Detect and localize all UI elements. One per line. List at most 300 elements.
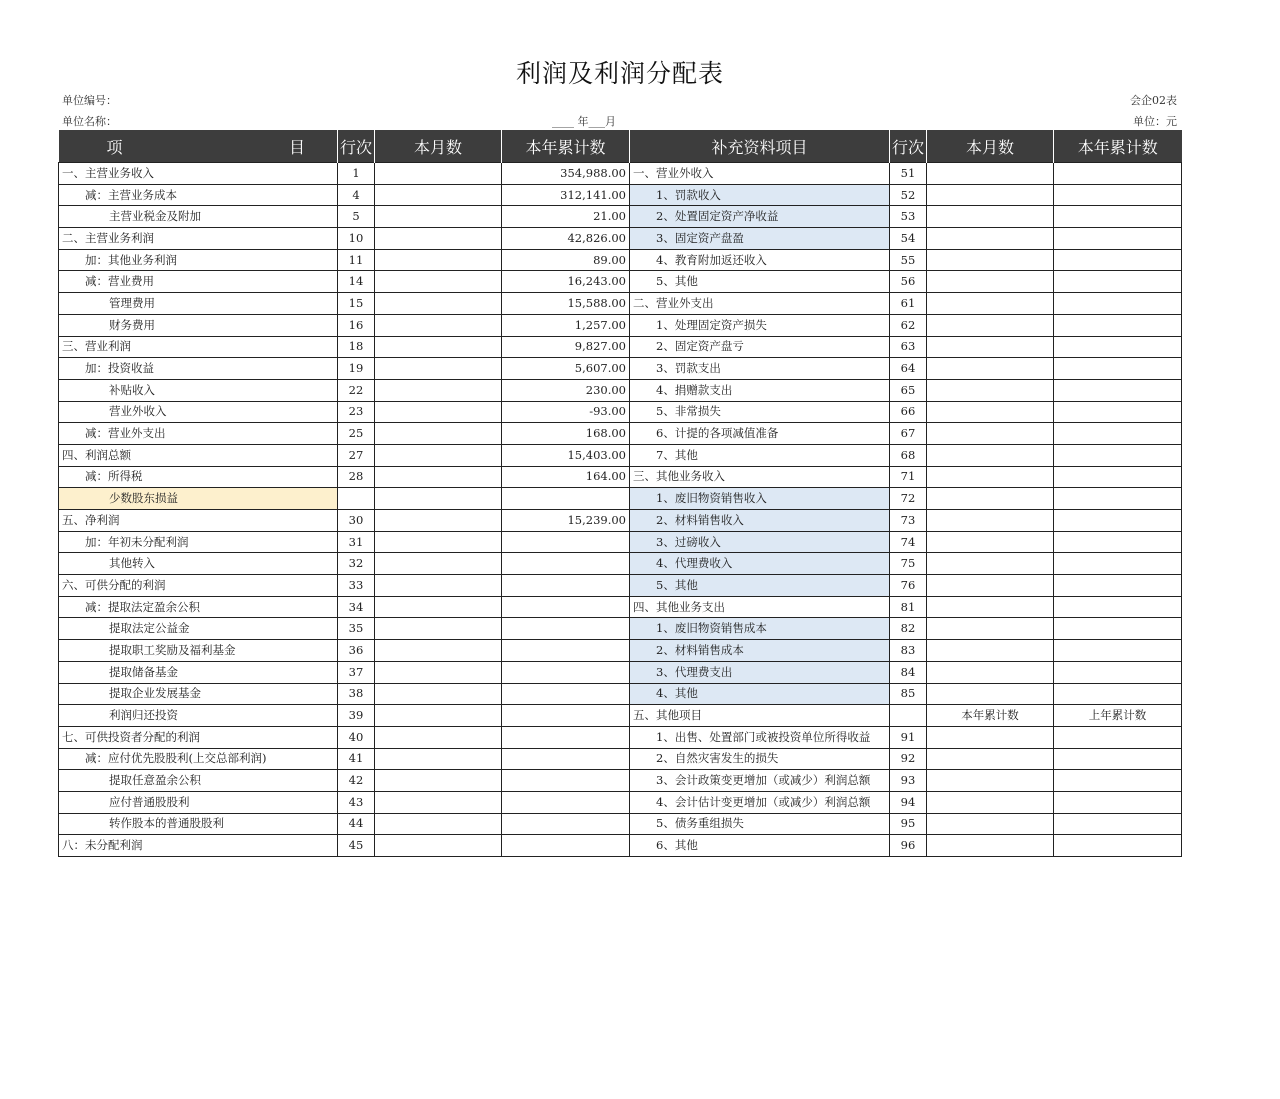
item-label[interactable]: 提取法定公益金 [59,618,338,640]
supp-month-value[interactable] [927,379,1054,401]
profit-distribution-table [58,130,1182,857]
currency-unit: 单位：元 [1133,115,1177,128]
supp-month-value[interactable] [927,813,1054,835]
header-item-b: 目 [288,137,305,157]
supp-item-label[interactable]: 3、固定资产盘盈 [630,228,890,250]
table-row [59,813,1182,835]
line-no[interactable]: 45 [338,835,375,857]
supp-item-label[interactable]: 7、其他 [630,444,890,466]
month-value[interactable] [375,510,502,532]
supp-ytd-value[interactable] [1054,401,1182,423]
supp-line-no[interactable]: 62 [890,314,927,336]
table-row [59,184,1182,206]
table-row [59,206,1182,228]
month-value[interactable] [375,444,502,466]
supp-line-no[interactable]: 75 [890,553,927,575]
ytd-value[interactable] [502,835,630,857]
table-row [59,293,1182,315]
supp-ytd-value[interactable] [1054,163,1182,185]
line-no[interactable]: 27 [338,444,375,466]
unit-code-label: 单位编号： [62,94,117,107]
ytd-value[interactable] [502,791,630,813]
header-line-no: 行次 [338,130,375,163]
supp-line-no[interactable]: 92 [890,748,927,770]
header-month: 本月数 [375,130,502,163]
supp-ytd-value[interactable] [1054,640,1182,662]
month-value[interactable] [375,791,502,813]
supp-item-label[interactable]: 3、过磅收入 [630,531,890,553]
ytd-value[interactable]: 5,607.00 [502,358,630,380]
item-label[interactable]: 提取储备基金 [59,661,338,683]
supp-month-value[interactable] [927,748,1054,770]
supp-month-value[interactable] [927,770,1054,792]
ytd-value[interactable]: -93.00 [502,401,630,423]
month-value[interactable] [375,661,502,683]
month-value[interactable] [375,249,502,271]
month-value[interactable] [375,683,502,705]
line-no[interactable]: 35 [338,618,375,640]
line-no[interactable]: 28 [338,466,375,488]
supp-line-no[interactable]: 52 [890,184,927,206]
supp-line-no[interactable]: 96 [890,835,927,857]
supp-month-value[interactable] [927,293,1054,315]
month-value[interactable] [375,206,502,228]
line-no[interactable]: 43 [338,791,375,813]
supp-item-label[interactable]: 4、代理费收入 [630,553,890,575]
supp-ytd-value[interactable] [1054,596,1182,618]
item-label[interactable]: 加：投资收益 [59,358,338,380]
month-value[interactable] [375,596,502,618]
month-value[interactable] [375,748,502,770]
ytd-value[interactable] [502,770,630,792]
supp-ytd-value[interactable] [1054,791,1182,813]
supp-ytd-value[interactable] [1054,271,1182,293]
supp-month-value[interactable] [927,444,1054,466]
supp-line-no[interactable]: 54 [890,228,927,250]
item-label[interactable]: 主营业税金及附加 [59,206,338,228]
supp-ytd-value[interactable] [1054,228,1182,250]
supp-month-value[interactable] [927,336,1054,358]
header-supp-line-no: 行次 [890,130,927,163]
line-no[interactable]: 33 [338,575,375,597]
supp-line-no[interactable]: 73 [890,510,927,532]
supp-item-label[interactable]: 2、处置固定资产净收益 [630,206,890,228]
supp-item-label[interactable]: 三、其他业务收入 [630,466,890,488]
supp-month-value[interactable] [927,206,1054,228]
supp-line-no[interactable]: 64 [890,358,927,380]
ytd-value[interactable] [502,596,630,618]
supp-ytd-value[interactable] [1054,358,1182,380]
supp-item-label[interactable]: 1、出售、处置部门或被投资单位所得收益 [630,726,890,748]
item-label[interactable]: 加：其他业务利润 [59,249,338,271]
table-row [59,163,1182,185]
supp-month-value[interactable] [927,791,1054,813]
supp-month-value[interactable] [927,726,1054,748]
supp-item-label[interactable]: 二、营业外支出 [630,293,890,315]
line-no[interactable]: 19 [338,358,375,380]
supp-month-value[interactable] [927,271,1054,293]
line-no[interactable]: 23 [338,401,375,423]
supp-month-value[interactable] [927,640,1054,662]
supp-ytd-value[interactable] [1054,249,1182,271]
month-value[interactable] [375,640,502,662]
supp-ytd-value[interactable] [1054,379,1182,401]
supp-item-label[interactable]: 4、教育附加返还收入 [630,249,890,271]
supp-ytd-value[interactable] [1054,510,1182,532]
ytd-value[interactable] [502,618,630,640]
item-label[interactable]: 七、可供投资者分配的利润 [59,726,338,748]
supp-line-no[interactable]: 74 [890,531,927,553]
ytd-value[interactable] [502,813,630,835]
supp-line-no[interactable]: 81 [890,596,927,618]
supp-line-no[interactable]: 66 [890,401,927,423]
month-value[interactable] [375,163,502,185]
line-no[interactable]: 4 [338,184,375,206]
line-no[interactable]: 34 [338,596,375,618]
supp-item-label[interactable]: 6、计提的各项减值准备 [630,423,890,445]
line-no[interactable]: 42 [338,770,375,792]
item-label[interactable]: 提取企业发展基金 [59,683,338,705]
supp-month-value[interactable]: 本年累计数 [927,705,1054,727]
supp-ytd-value[interactable] [1054,835,1182,857]
header-supp-item: 补充资料项目 [630,130,890,163]
supp-item-label[interactable]: 2、固定资产盘亏 [630,336,890,358]
report-period: ____ 年___月 [552,115,616,128]
month-value[interactable] [375,401,502,423]
item-label[interactable]: 管理费用 [59,293,338,315]
supp-ytd-value[interactable] [1054,618,1182,640]
supp-line-no[interactable]: 65 [890,379,927,401]
table-row [59,726,1182,748]
supp-line-no[interactable]: 84 [890,661,927,683]
supp-item-label[interactable]: 5、其他 [630,271,890,293]
month-value[interactable] [375,336,502,358]
item-label[interactable]: 六、可供分配的利润 [59,575,338,597]
ytd-value[interactable]: 164.00 [502,466,630,488]
supp-month-value[interactable] [927,531,1054,553]
supp-line-no[interactable]: 72 [890,488,927,510]
ytd-value[interactable]: 230.00 [502,379,630,401]
ytd-value[interactable]: 168.00 [502,423,630,445]
supp-item-label[interactable]: 1、废旧物资销售成本 [630,618,890,640]
supp-month-value[interactable] [927,228,1054,250]
table-row [59,379,1182,401]
table-row [59,271,1182,293]
supp-month-value[interactable] [927,423,1054,445]
item-label[interactable]: 八：未分配利润 [59,835,338,857]
table-row [59,553,1182,575]
table-row [59,531,1182,553]
ytd-value[interactable] [502,488,630,510]
header-item [59,130,338,163]
supp-line-no[interactable] [890,705,927,727]
line-no[interactable]: 30 [338,510,375,532]
supp-item-label[interactable]: 1、废旧物资销售收入 [630,488,890,510]
supp-item-label[interactable]: 5、非常损失 [630,401,890,423]
supp-month-value[interactable] [927,835,1054,857]
item-label[interactable]: 应付普通股股利 [59,791,338,813]
supp-line-no[interactable]: 76 [890,575,927,597]
supp-item-label[interactable]: 1、罚款收入 [630,184,890,206]
line-no[interactable]: 22 [338,379,375,401]
item-label[interactable]: 三、营业利润 [59,336,338,358]
supp-line-no[interactable]: 91 [890,726,927,748]
line-no[interactable]: 37 [338,661,375,683]
month-value[interactable] [375,358,502,380]
table-row [59,705,1182,727]
item-label[interactable]: 少数股东损益 [59,488,338,510]
ytd-value[interactable] [502,553,630,575]
supp-month-value[interactable] [927,401,1054,423]
supp-ytd-value[interactable] [1054,770,1182,792]
line-no[interactable]: 5 [338,206,375,228]
month-value[interactable] [375,271,502,293]
item-label[interactable]: 一、主营业务收入 [59,163,338,185]
supp-line-no[interactable]: 67 [890,423,927,445]
supp-item-label[interactable]: 5、债务重组损失 [630,813,890,835]
item-label[interactable]: 其他转入 [59,553,338,575]
item-label[interactable]: 转作股本的普通股股利 [59,813,338,835]
item-label[interactable]: 加：年初未分配利润 [59,531,338,553]
month-value[interactable] [375,705,502,727]
supp-item-label[interactable]: 6、其他 [630,835,890,857]
item-label[interactable]: 提取任意盈余公积 [59,770,338,792]
month-value[interactable] [375,466,502,488]
table-row [59,249,1182,271]
table-row [59,618,1182,640]
table-header-row [59,130,1182,163]
table-row [59,683,1182,705]
supp-line-no[interactable]: 55 [890,249,927,271]
item-label[interactable]: 四、利润总额 [59,444,338,466]
line-no[interactable]: 14 [338,271,375,293]
supp-item-label[interactable]: 四、其他业务支出 [630,596,890,618]
supp-ytd-value[interactable] [1054,726,1182,748]
item-label[interactable]: 减：主营业务成本 [59,184,338,206]
table-row [59,401,1182,423]
table-row [59,791,1182,813]
supp-month-value[interactable] [927,661,1054,683]
supp-ytd-value[interactable] [1054,184,1182,206]
supp-ytd-value[interactable] [1054,466,1182,488]
item-label[interactable]: 五、净利润 [59,510,338,532]
item-label[interactable]: 减：营业外支出 [59,423,338,445]
supp-month-value[interactable] [927,683,1054,705]
line-no[interactable]: 16 [338,314,375,336]
supp-line-no[interactable]: 85 [890,683,927,705]
supp-ytd-value[interactable] [1054,683,1182,705]
month-value[interactable] [375,488,502,510]
month-value[interactable] [375,575,502,597]
line-no[interactable]: 41 [338,748,375,770]
table-row [59,575,1182,597]
item-label[interactable]: 减：提取法定盈余公积 [59,596,338,618]
table-row [59,640,1182,662]
supp-month-value[interactable] [927,249,1054,271]
supp-ytd-value[interactable] [1054,423,1182,445]
line-no[interactable]: 10 [338,228,375,250]
header-item-a: 项 [106,137,123,157]
line-no[interactable]: 39 [338,705,375,727]
item-label[interactable]: 财务费用 [59,314,338,336]
ytd-value[interactable]: 89.00 [502,249,630,271]
ytd-value[interactable] [502,640,630,662]
supp-month-value[interactable] [927,488,1054,510]
month-value[interactable] [375,813,502,835]
supp-item-label[interactable]: 五、其他项目 [630,705,890,727]
supp-item-label[interactable]: 1、处理固定资产损失 [630,314,890,336]
month-value[interactable] [375,618,502,640]
supp-line-no[interactable]: 82 [890,618,927,640]
ytd-value[interactable]: 21.00 [502,206,630,228]
supp-ytd-value[interactable] [1054,488,1182,510]
ytd-value[interactable]: 42,826.00 [502,228,630,250]
ytd-value[interactable] [502,726,630,748]
item-label[interactable]: 利润归还投资 [59,705,338,727]
month-value[interactable] [375,726,502,748]
line-no[interactable]: 32 [338,553,375,575]
line-no[interactable]: 44 [338,813,375,835]
supp-ytd-value[interactable] [1054,813,1182,835]
supp-ytd-value[interactable] [1054,531,1182,553]
line-no[interactable]: 11 [338,249,375,271]
supp-line-no[interactable]: 63 [890,336,927,358]
ytd-value[interactable] [502,661,630,683]
line-no[interactable]: 15 [338,293,375,315]
month-value[interactable] [375,553,502,575]
table-row [59,423,1182,445]
supp-month-value[interactable] [927,596,1054,618]
supp-item-label[interactable]: 2、材料销售成本 [630,640,890,662]
line-no[interactable]: 36 [338,640,375,662]
supp-item-label[interactable]: 5、其他 [630,575,890,597]
month-value[interactable] [375,314,502,336]
supp-line-no[interactable]: 61 [890,293,927,315]
month-value[interactable] [375,835,502,857]
item-label[interactable]: 二、主营业务利润 [59,228,338,250]
ytd-value[interactable] [502,531,630,553]
header-supp-month: 本月数 [927,130,1054,163]
supp-line-no[interactable]: 83 [890,640,927,662]
ytd-value[interactable] [502,683,630,705]
supp-ytd-value[interactable] [1054,206,1182,228]
supp-item-label[interactable]: 2、自然灾害发生的损失 [630,748,890,770]
month-value[interactable] [375,228,502,250]
table-row [59,835,1182,857]
supp-item-label[interactable]: 一、营业外收入 [630,163,890,185]
ytd-value[interactable]: 1,257.00 [502,314,630,336]
ytd-value[interactable]: 354,988.00 [502,163,630,185]
ytd-value[interactable]: 16,243.00 [502,271,630,293]
supp-line-no[interactable]: 51 [890,163,927,185]
table-row [59,358,1182,380]
form-code: 会企02表 [1130,94,1177,107]
ytd-value[interactable] [502,575,630,597]
month-value[interactable] [375,184,502,206]
supp-item-label[interactable]: 4、会计估计变更增加（或减少）利润总额 [630,791,890,813]
supp-month-value[interactable] [927,184,1054,206]
month-value[interactable] [375,531,502,553]
supp-ytd-value[interactable] [1054,444,1182,466]
supp-ytd-value[interactable] [1054,293,1182,315]
unit-name-label: 单位名称： [62,115,117,128]
table-row [59,466,1182,488]
header-supp-ytd: 本年累计数 [1054,130,1182,163]
ytd-value[interactable]: 312,141.00 [502,184,630,206]
line-no[interactable]: 25 [338,423,375,445]
supp-ytd-value[interactable]: 上年累计数 [1054,705,1182,727]
supp-month-value[interactable] [927,618,1054,640]
line-no[interactable]: 40 [338,726,375,748]
supp-line-no[interactable]: 93 [890,770,927,792]
supp-month-value[interactable] [927,575,1054,597]
table-row [59,770,1182,792]
supp-ytd-value[interactable] [1054,553,1182,575]
line-no[interactable]: 1 [338,163,375,185]
supp-item-label[interactable]: 4、捐赠款支出 [630,379,890,401]
supp-ytd-value[interactable] [1054,314,1182,336]
supp-month-value[interactable] [927,163,1054,185]
supp-ytd-value[interactable] [1054,336,1182,358]
month-value[interactable] [375,423,502,445]
month-value[interactable] [375,379,502,401]
supp-ytd-value[interactable] [1054,661,1182,683]
ytd-value[interactable]: 15,239.00 [502,510,630,532]
ytd-value[interactable] [502,748,630,770]
table-row [59,596,1182,618]
supp-line-no[interactable]: 95 [890,813,927,835]
supp-line-no[interactable]: 53 [890,206,927,228]
supp-item-label[interactable]: 3、罚款支出 [630,358,890,380]
supp-item-label[interactable]: 3、代理费支出 [630,661,890,683]
item-label[interactable]: 提取职工奖励及福利基金 [59,640,338,662]
supp-line-no[interactable]: 56 [890,271,927,293]
supp-line-no[interactable]: 71 [890,466,927,488]
supp-item-label[interactable]: 2、材料销售收入 [630,510,890,532]
supp-ytd-value[interactable] [1054,575,1182,597]
table-row [59,488,1182,510]
item-label[interactable]: 营业外收入 [59,401,338,423]
supp-month-value[interactable] [927,358,1054,380]
table-row [59,314,1182,336]
item-label[interactable]: 减：应付优先股股利(上交总部利润) [59,748,338,770]
table-row [59,444,1182,466]
line-no[interactable]: 38 [338,683,375,705]
supp-month-value[interactable] [927,553,1054,575]
supp-line-no[interactable]: 68 [890,444,927,466]
ytd-value[interactable] [502,705,630,727]
month-value[interactable] [375,293,502,315]
supp-ytd-value[interactable] [1054,748,1182,770]
supp-month-value[interactable] [927,314,1054,336]
item-label[interactable]: 减：营业费用 [59,271,338,293]
ytd-value[interactable]: 15,403.00 [502,444,630,466]
supp-item-label[interactable]: 4、其他 [630,683,890,705]
ytd-value[interactable]: 15,588.00 [502,293,630,315]
supp-line-no[interactable]: 94 [890,791,927,813]
ytd-value[interactable]: 9,827.00 [502,336,630,358]
supp-item-label[interactable]: 3、会计政策变更增加（或减少）利润总额 [630,770,890,792]
item-label[interactable]: 减：所得税 [59,466,338,488]
supp-month-value[interactable] [927,466,1054,488]
page-title: 利润及利润分配表 [515,59,724,88]
item-label[interactable]: 补贴收入 [59,379,338,401]
line-no[interactable] [338,488,375,510]
month-value[interactable] [375,770,502,792]
line-no[interactable]: 31 [338,531,375,553]
supp-month-value[interactable] [927,510,1054,532]
line-no[interactable]: 18 [338,336,375,358]
